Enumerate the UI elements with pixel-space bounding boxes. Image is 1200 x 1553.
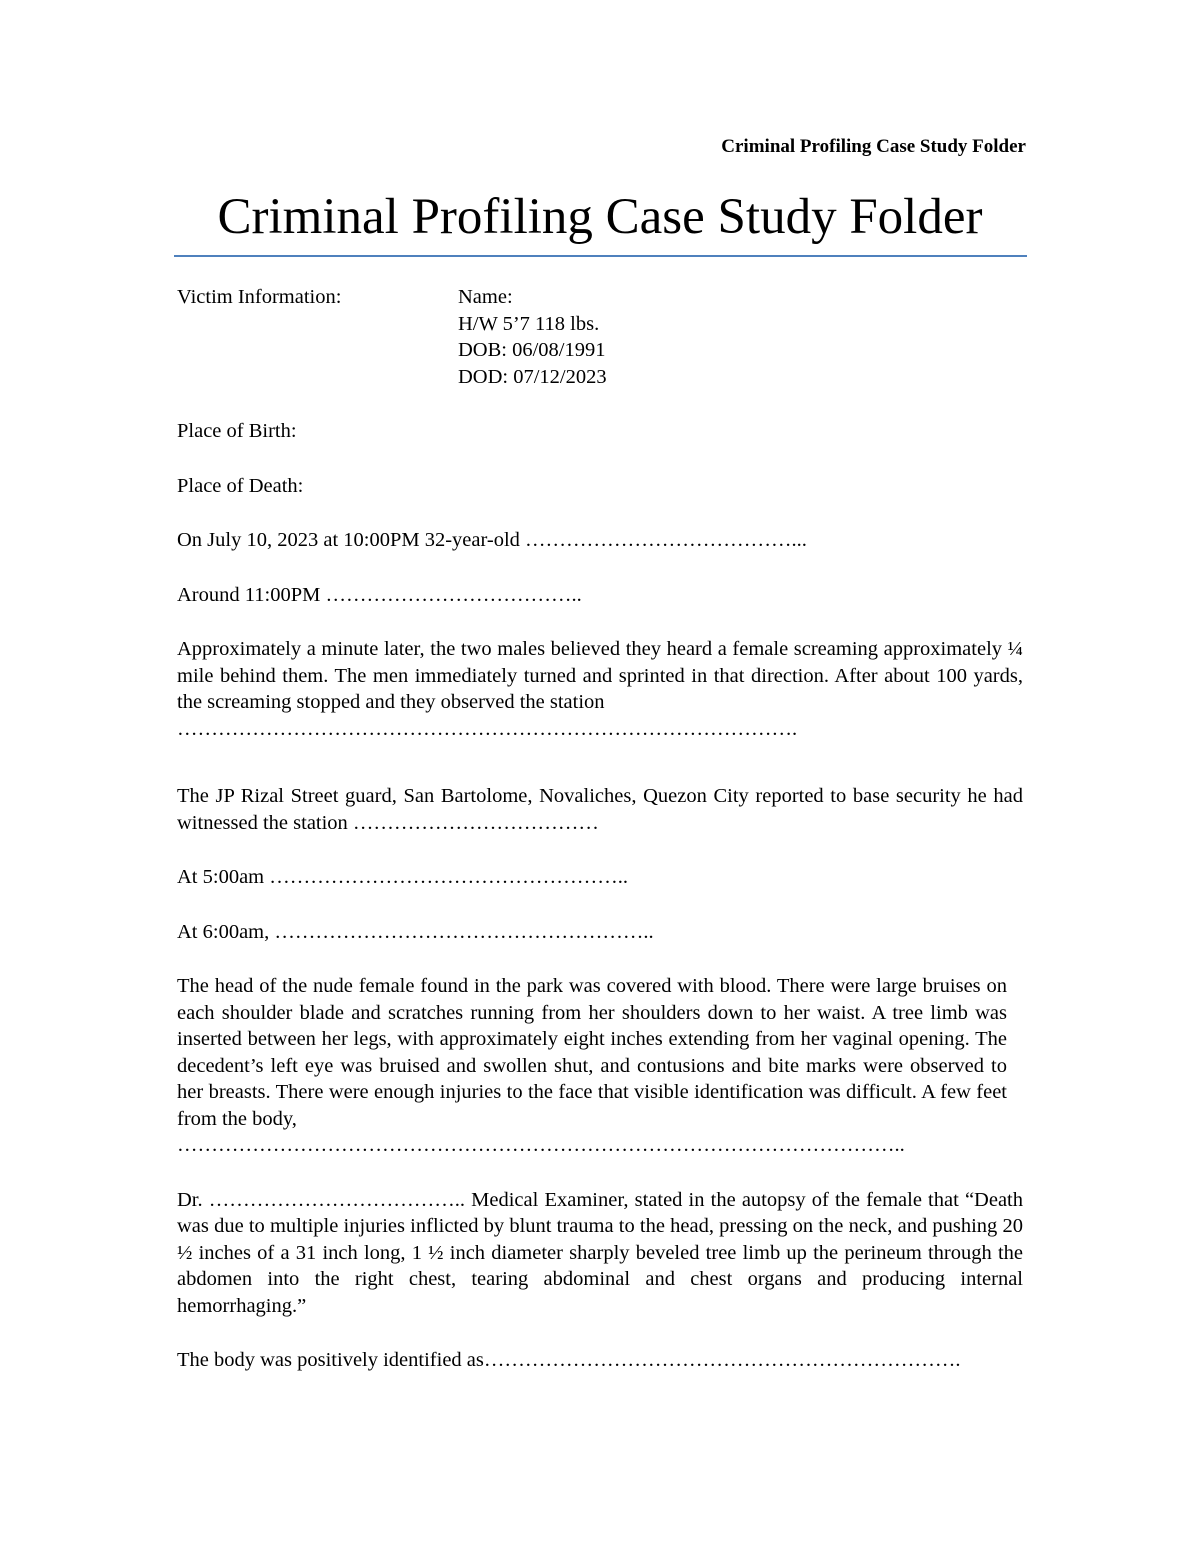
paragraph-around-11pm: Around 11:00PM ……………………………….. (177, 583, 582, 606)
victim-information-label: Victim Information: (177, 286, 342, 308)
paragraph-july-10: On July 10, 2023 at 10:00PM 32-year-old …………………………………... (177, 529, 807, 551)
victim-height-weight: H/W 5’7 118 lbs. (458, 312, 600, 335)
paragraph-5am: At 5:00am …………………………………………….. (177, 866, 628, 888)
paragraph-victim-description-text: The head of the nude female found in the park was covered with blood. There were large bruises on each shoulder blade and scratches running from her shoulders down to her waist. A tree limb was inserted between her legs, with approximately eight inches extending from her vaginal opening. The decedent’s left eye was bruised and swollen shut, and contusions and bite marks were observed to her breasts. There were enough injuries to the face that visible identification was difficult. A few feet from the body, (177, 975, 1007, 1130)
victim-details (458, 284, 607, 390)
paragraph-screaming-text: Approximately a minute later, the two males believed they heard a female screaming approximately ¼ mile behind them. The men immediately turned and sprinted in that direction. After about 100 yards, the screaming stopped and they observed the station (177, 638, 1023, 713)
place-of-death: Place of Death: (177, 474, 304, 497)
paragraph-screaming (177, 636, 1023, 742)
place-of-birth: Place of Birth: (177, 420, 297, 442)
victim-information-block (177, 284, 1023, 390)
document-body (177, 284, 1023, 1374)
page-title: Criminal Profiling Case Study Folder (217, 189, 983, 245)
victim-dob: DOB: 06/08/1991 (458, 339, 606, 361)
paragraph-victim-description-blank: …………………………………………………………………………………………….. (177, 1134, 905, 1156)
victim-name: Name: (458, 286, 513, 308)
paragraph-medical-examiner: Dr. ……………………………….. Medical Examiner, stated in the autopsy of the female that “Death was due to multiple injuries inflicted by blunt trauma to the head, pressing on the neck, and pushing 20 ½ inches of a 31 inch long, 1 ½ inch diameter sharply beveled tree limb up the perineum through the abdomen into the right chest, tearing abdominal and chest organs and producing internal hemorrhaging.” (177, 1188, 1023, 1317)
victim-dod: DOD: 07/12/2023 (458, 365, 607, 388)
title-underline (174, 255, 1027, 257)
paragraph-street-guard: The JP Rizal Street guard, San Bartolome, Novaliches, Quezon City reported to base security he had witnessed the station ……………………………… (177, 785, 1023, 834)
running-header: Criminal Profiling Case Study Folder (721, 136, 1026, 157)
paragraph-victim-description (177, 973, 1023, 1159)
paragraph-identification: The body was positively identified as……………………………………………………………. (177, 1349, 961, 1371)
paragraph-screaming-blank: ………………………………………………………………………………. (177, 717, 798, 740)
paragraph-6am: At 6:00am, ……………………………………………….. (177, 920, 654, 943)
